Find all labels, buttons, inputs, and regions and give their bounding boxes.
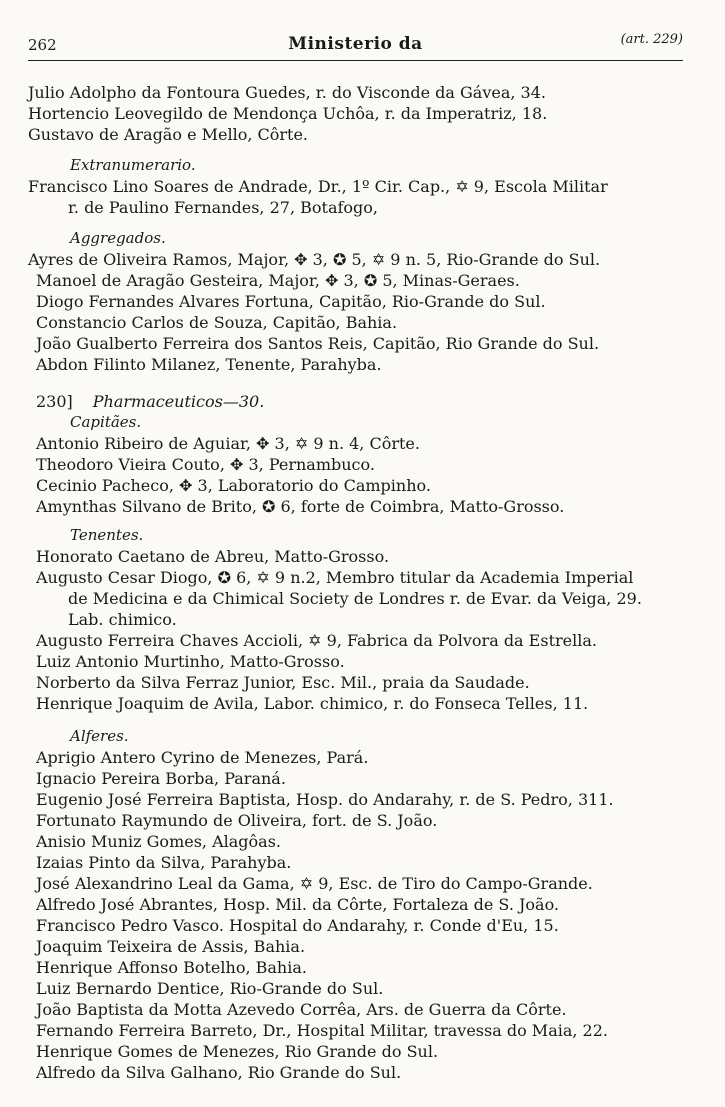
entry-line: Honorato Caetano de Abreu, Matto-Grosso. bbox=[36, 547, 390, 566]
entry-line: Aprigio Antero Cyrino de Menezes, Pará. bbox=[36, 748, 369, 767]
entry-line: Diogo Fernandes Alvares Fortuna, Capitão, Rio-Grande do Sul. bbox=[36, 292, 546, 311]
page-body bbox=[28, 82, 688, 1083]
entry-line: Izaias Pinto da Silva, Parahyba. bbox=[36, 853, 292, 872]
entry-line: Augusto Cesar Diogo, ✪ 6, ✡ 9 n.2, Membro titular da Academia Imperial bbox=[36, 568, 634, 587]
entry-line: Constancio Carlos de Souza, Capitão, Bahia. bbox=[36, 313, 398, 332]
entry-line: Augusto Ferreira Chaves Accioli, ✡ 9, Fabrica da Polvora da Estrella. bbox=[36, 631, 597, 650]
entry-line: Joaquim Teixeira de Assis, Bahia. bbox=[36, 937, 306, 956]
entry-line: Luiz Bernardo Dentice, Rio-Grande do Sul. bbox=[36, 979, 384, 998]
section-subheading: Tenentes. bbox=[70, 526, 144, 544]
entry-line: Luiz Antonio Murtinho, Matto-Grosso. bbox=[36, 652, 345, 671]
section-heading bbox=[28, 391, 688, 412]
entry-line: Amynthas Silvano de Brito, ✪ 6, forte de Coimbra, Matto-Grosso. bbox=[36, 497, 565, 516]
entry-line: Francisco Pedro Vasco. Hospital do Andarahy, r. Conde d'Eu, 15. bbox=[36, 916, 559, 935]
entry-continuation: Lab. chimico. bbox=[68, 610, 177, 629]
running-title: Ministerio da bbox=[288, 34, 423, 54]
entry-line: Norberto da Silva Ferraz Junior, Esc. Mil., praia da Saudade. bbox=[36, 673, 530, 692]
entry-line: Fernando Ferreira Barreto, Dr., Hospital Militar, travessa do Maia, 22. bbox=[36, 1021, 608, 1040]
entry-line: Julio Adolpho da Fontoura Guedes, r. do Visconde da Gávea, 34. bbox=[28, 83, 546, 102]
entry-line: Hortencio Leovegildo de Mendonça Uchôa, r. da Imperatriz, 18. bbox=[28, 104, 548, 123]
entry-continuation: de Medicina e da Chimical Society de Londres r. de Evar. da Veiga, 29. bbox=[68, 589, 642, 608]
entry-line: Antonio Ribeiro de Aguiar, ✥ 3, ✡ 9 n. 4, Côrte. bbox=[36, 434, 420, 453]
entry-line: Theodoro Vieira Couto, ✥ 3, Pernambuco. bbox=[36, 455, 375, 474]
entry-line: Ayres de Oliveira Ramos, Major, ✥ 3, ✪ 5, ✡ 9 n. 5, Rio-Grande do Sul. bbox=[28, 250, 601, 269]
entry-line: Gustavo de Aragão e Mello, Côrte. bbox=[28, 125, 309, 144]
entry-line: Francisco Lino Soares de Andrade, Dr., 1º Cir. Cap., ✡ 9, Escola Militar bbox=[28, 177, 608, 196]
entry-line: Manoel de Aragão Gesteira, Major, ✥ 3, ✪ 5, Minas-Geraes. bbox=[36, 271, 520, 290]
entry-line: Henrique Affonso Botelho, Bahia. bbox=[36, 958, 307, 977]
section-subheading: Capitães. bbox=[70, 413, 142, 431]
section-subheading: Extranumerario. bbox=[70, 156, 196, 174]
entry-line: Abdon Filinto Milanez, Tenente, Parahyba. bbox=[36, 355, 382, 374]
entry-line: Ignacio Pereira Borba, Paraná. bbox=[36, 769, 286, 788]
entry-line: João Gualberto Ferreira dos Santos Reis, Capitão, Rio Grande do Sul. bbox=[36, 334, 600, 353]
entry-line: José Alexandrino Leal da Gama, ✡ 9, Esc. de Tiro do Campo-Grande. bbox=[36, 874, 593, 893]
entry-line: João Baptista da Motta Azevedo Corrêa, Ars. de Guerra da Côrte. bbox=[36, 1000, 567, 1019]
entry-line: Fortunato Raymundo de Oliveira, fort. de S. João. bbox=[36, 811, 438, 830]
section-title: Pharmaceuticos—30. bbox=[92, 392, 265, 411]
entry-line: Anisio Muniz Gomes, Alagôas. bbox=[36, 832, 282, 851]
entry-line: Alfredo da Silva Galhano, Rio Grande do Sul. bbox=[36, 1063, 402, 1082]
section-subheading: Aggregados. bbox=[70, 229, 166, 247]
entry-continuation: r. de Paulino Fernandes, 27, Botafogo, bbox=[68, 198, 378, 217]
entry-line: Alfredo José Abrantes, Hosp. Mil. da Côrte, Fortaleza de S. João. bbox=[36, 895, 560, 914]
entry-line: Henrique Gomes de Menezes, Rio Grande do Sul. bbox=[36, 1042, 439, 1061]
page-header bbox=[28, 32, 683, 61]
section-number: 230] bbox=[36, 392, 73, 411]
entry-line: Henrique Joaquim de Avila, Labor. chimico, r. do Fonseca Telles, 11. bbox=[36, 694, 589, 713]
page-number: 262 bbox=[28, 36, 57, 54]
article-reference: (art. 229) bbox=[620, 32, 683, 47]
entry-line: Cecinio Pacheco, ✥ 3, Laboratorio do Campinho. bbox=[36, 476, 431, 495]
section-subheading: Alferes. bbox=[70, 727, 129, 745]
entry-line: Eugenio José Ferreira Baptista, Hosp. do Andarahy, r. de S. Pedro, 311. bbox=[36, 790, 614, 809]
